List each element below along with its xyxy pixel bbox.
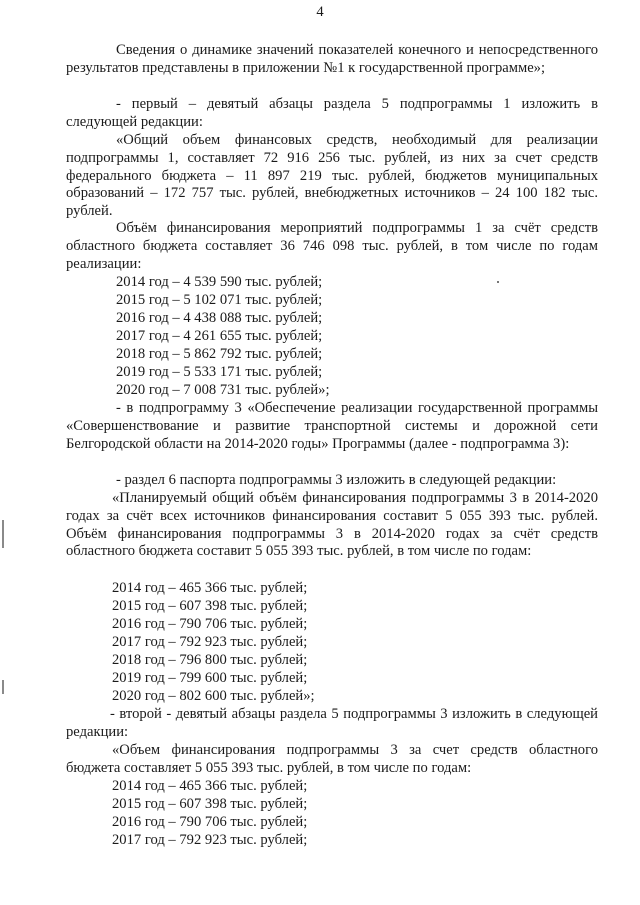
paragraph-amend-passport-sub3: - раздел 6 паспорта подпрограммы 3 изложить в следующей редакции: [116,472,557,488]
scan-speck [497,281,499,283]
page-number: 4 [316,4,324,20]
list-item: 2016 год – 4 438 088 тыс. рублей; [116,310,323,326]
paragraph-amend-section5-sub1: - первый – девятый абзацы раздела 5 подпрограммы 1 изложить в следующей редакции: [66,96,598,130]
list-item: 2018 год – 796 800 тыс. рублей; [112,652,308,668]
list-item: 2017 год – 792 923 тыс. рублей; [112,634,308,650]
list-item: 2015 год – 607 398 тыс. рублей; [112,598,308,614]
paragraph-subprogram3-intro: - в подпрограмму 3 «Обеспечение реализации государственной программы «Совершенствование и развитие транспортной системы и дорожной сети Белгородской области на 2014-2020 годы» Программы (далее - подпрограмма 3): [66,400,598,452]
paragraph-planned-funding-sub3: «Планируемый общий объём финансирования подпрограммы 3 в 2014-2020 годах за счёт всех источников финансирования составит 5 055 393 тыс. рублей. Объём финансирования подпрограммы 3 в 2014-2020 годах за счёт средств областного бюджета составит 5 055 393 тыс. рублей, в том числе по годам: [66,490,598,560]
list-item: 2020 год – 802 600 тыс. рублей»; [112,688,315,704]
scan-edge-mark [2,520,4,548]
scan-edge-mark [2,680,4,694]
paragraph-regional-funding-sub1: Объём финансирования мероприятий подпрограммы 1 за счёт средств областного бюджета составляет 36 746 098 тыс. рублей, в том числе по годам реализации: [66,220,598,272]
paragraph-regional-funding-sub3: «Объем финансирования подпрограммы 3 за счет средств областного бюджета составляет 5 055 393 тыс. рублей, в том числе по годам: [66,742,598,776]
list-item: 2017 год – 4 261 655 тыс. рублей; [116,328,323,344]
list-item: 2017 год – 792 923 тыс. рублей; [112,832,308,848]
list-item: 2014 год – 465 366 тыс. рублей; [112,778,308,794]
list-item: 2014 год – 4 539 590 тыс. рублей; [116,274,323,290]
list-item: 2019 год – 5 533 171 тыс. рублей; [116,364,323,380]
list-item: 2014 год – 465 366 тыс. рублей; [112,580,308,596]
paragraph-amend-section5-sub3: - второй - девятый абзацы раздела 5 подпрограммы 3 изложить в следующей редакции: [66,706,598,740]
list-item: 2016 год – 790 706 тыс. рублей; [112,616,308,632]
paragraph-total-funding-sub1: «Общий объем финансовых средств, необходимый для реализации подпрограммы 1, составляет 72 916 256 тыс. рублей, из них за счет средств федерального бюджета – 11 897 219 тыс. рублей, бюджетов муниципальных образований – 172 757 тыс. рублей, внебюджетных источников – 24 100 182 тыс. рублей. [66,132,598,220]
list-item: 2015 год – 607 398 тыс. рублей; [112,796,308,812]
list-item: 2018 год – 5 862 792 тыс. рублей; [116,346,323,362]
list-item: 2020 год – 7 008 731 тыс. рублей»; [116,382,330,398]
paragraph-results-info: Сведения о динамике значений показателей конечного и непосредственного результатов представлены в приложении №1 к государственной программе»; [66,42,598,76]
list-item: 2016 год – 790 706 тыс. рублей; [112,814,308,830]
list-item: 2019 год – 799 600 тыс. рублей; [112,670,308,686]
list-item: 2015 год – 5 102 071 тыс. рублей; [116,292,323,308]
